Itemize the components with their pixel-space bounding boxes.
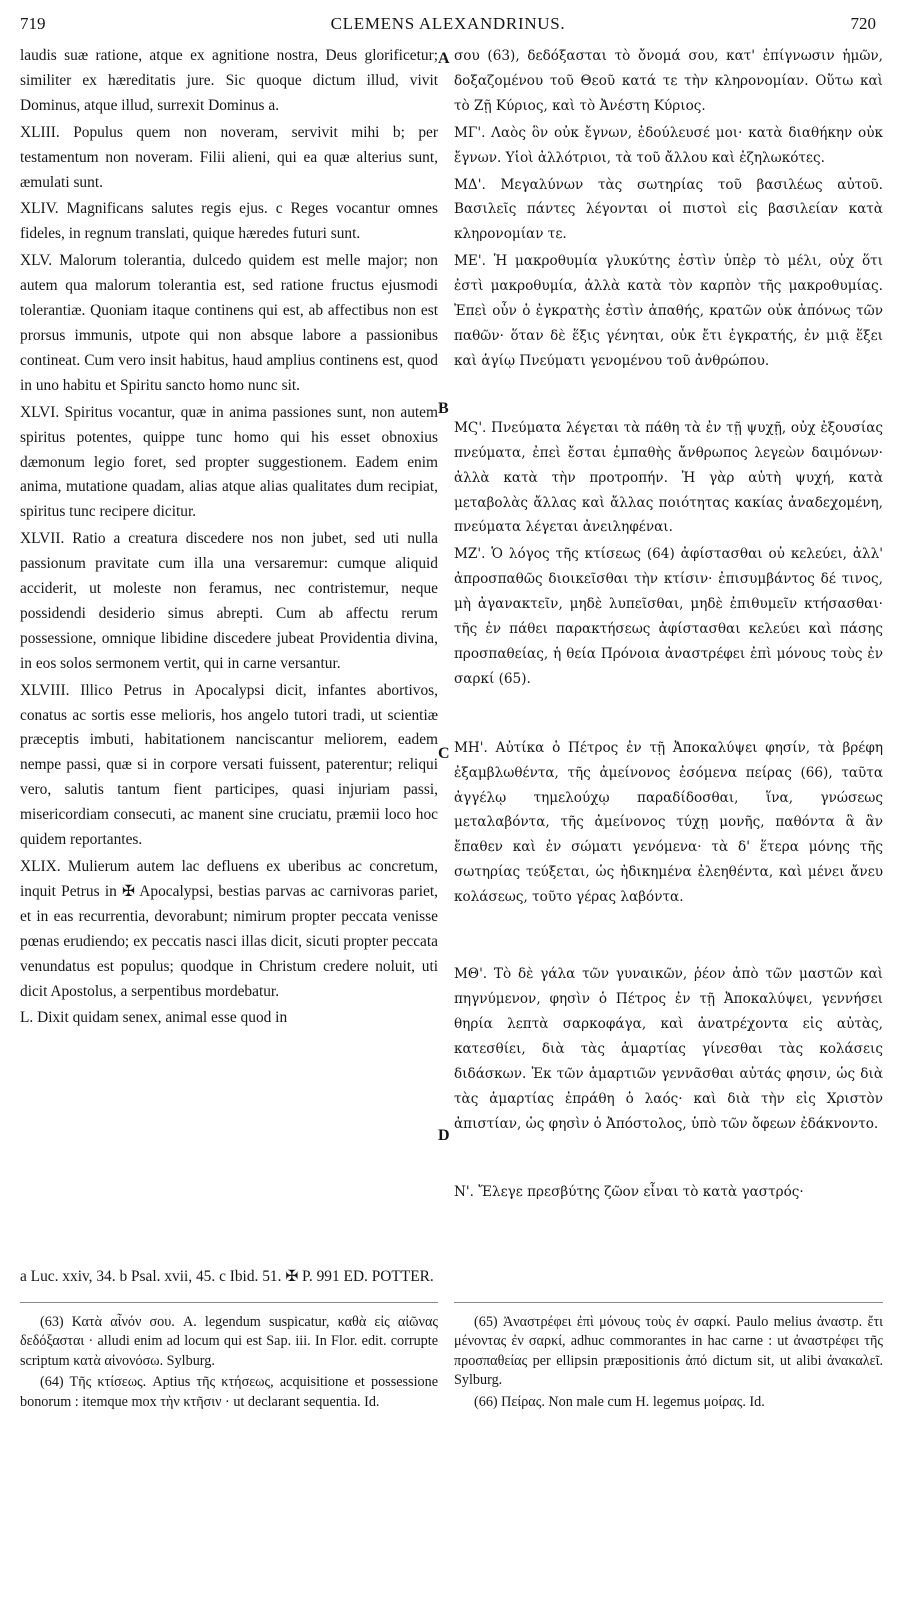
page-header (20, 14, 876, 38)
margin-marker-c: C (438, 745, 450, 762)
latin-paragraph: XLVII. Ratio a creatura discedere nos non jubet, sed uti nulla passionum pravitate cum illa una versaremur: cumque aliquid acciderit, ut moleste non feramus, nec contristemur, neque possidendi desiderio simus abrepti. Cum ab affectu rerum possessione, omnique libidine discedere jubeat Providentia divina, in eos solos sermonem vertit, qui in carne versantur. (20, 530, 438, 672)
latin-column (20, 44, 438, 1031)
margin-marker-b: B (438, 400, 449, 417)
greek-paragraph: ΜΕ'. Ἡ μακροθυμία γλυκύτης ἐστὶν ὑπὲρ τὸ μέλι, οὐχ ὅτι ἐστὶ μακροθυμία, ἀλλὰ κατὰ τὸν καρπὸν τῆς μακροθυμίας. Ἐπεὶ οὖν ὁ ἐγκρατὴς ἐστὶν ἀπαθής, κρατῶν οὐκ ἀπόνως τῶν παθῶν· ὅταν δὲ ἕξις γένηται, οὐκ ἔτι ἐγκρατής, ἐν μιᾷ ἕξει καὶ ἁγίῳ Πνεύματι γενομένου τοῦ ἀνθρώπου. (454, 253, 883, 369)
greek-paragraph: Ν'. Ἔλεγε πρεσβύτης ζῶον εἶναι τὸ κατὰ γαστρός· (454, 1184, 804, 1201)
page-number-right: 720 (850, 14, 876, 33)
greek-paragraph: ΜΘ'. Τὸ δὲ γάλα τῶν γυναικῶν, ῥέον ἀπὸ τῶν μαστῶν καὶ πηγνύμενον, φησὶν ὁ Πέτρος ἐν τῇ Ἀποκαλύψει, γεννήσει θηρία λεπτὰ σαρκοφάγα, καὶ ἀνατρέχοντα εἰς αὐτὰς, κατεσθίει, διὰ τὰς ἁμαρτίας γίνεσθαι τὰς κολάσεις διδάσκων. Ἐκ τῶν ἁμαρτιῶν γεννᾶσθαι αὐτάς φησιν, ὡς διὰ τὰς ἁμαρτίας ἐπράθη ὁ λαός· καὶ διὰ τὴν εἰς Χριστὸν ἀπιστίαν, ὡς φησὶν ὁ Ἀπόστολος, ὑπὸ τῶν ὄφεων ἐδάκνοντο. (454, 966, 883, 1132)
footnote: (65) Ἀναστρέφει ἐπὶ μόνους τοὺς ἐν σαρκί. Paulo melius ἀναστρ. ἔτι μένοντας ἐν σαρκί, adhuc commorantes in hac carne : ut ἀναστρέφει τῆς προσπαθείας per ellipsin præpositionis ἀπό dictum sit, ut alibi ἀνακαλεῖ. Sylburg. (454, 1314, 883, 1389)
latin-paragraph: XLV. Malorum tolerantia, dulcedo quidem est melle major; non autem qua malorum tolerantia est, sed ratione fructus ejusmodi tolerantiæ. Quoniam itaque continens qui est, ab affectibus non est prorsus immunis, utpote qui non absque labore a passionibus contineat. Cum vero insit habitus, haud amplius continens est, quod in uno habitu et Spiritu sancto homo nunc sit. (20, 252, 438, 394)
greek-paragraph: ΜϚ'. Πνεύματα λέγεται τὰ πάθη τὰ ἐν τῇ ψυχῇ, οὐχ ἐξουσίας πνεύματα, ἐπεὶ ἔσται ἐμπαθὴς ἄνθρωπος λεγεὼν δαιμόνων· ἀλλὰ κατὰ τὴν προτροπήν. Ἡ γὰρ αὐτὴ ψυχή, κατὰ μεταβολὰς ἄλλας καὶ ἄλλας ποιότητας κακίας ἀναδεχομένη, πνεύματα λέγεται ἀνειληφέναι. (454, 419, 883, 536)
latin-paragraph: XLIV. Magnificans salutes regis ejus. c Reges vocantur omnes fideles, in regnum translati, quique hæredes futuri sunt. (20, 200, 438, 243)
latin-paragraph: XLVI. Spiritus vocantur, quæ in anima passiones sunt, non autem spiritus potentes, quippe tunc homo qui his esset obnoxius dæmonum legio foret, sed propter suggestionem. Eadem enim anima, mutatione quadam, alias atque alias qualitates dum recipiat, spiritus tunc recipere dicitur. (20, 403, 438, 521)
footnote: (63) Κατὰ αἶνόν σου. A. legendum suspicatur, καθὰ εἰς αἰῶνας δεδόξασται · alludi enim ad locum qui est Sap. iii. In Flor. edit. corrupte scriptum κατὰ αἰνονόσω. Sylburg. (20, 1314, 438, 1369)
greek-column (454, 44, 883, 1205)
greek-paragraph: ΜΓ'. Λαὸς ὃν οὐκ ἔγνων, ἐδούλευσέ μοι· κατὰ διαθήκην οὐκ ἔγνων. Υἱοὶ ἀλλότριοι, τὰ τοῦ ἄλλου καὶ ἐζηλωκότες. (454, 124, 883, 166)
greek-paragraph: ΜΗ'. Αὐτίκα ὁ Πέτρος ἐν τῇ Ἀποκαλύψει φησίν, τὰ βρέφη ἐξαμβλωθέντα, τῆς ἀμείνονος ἐσόμενα πείρας (66), ταῦτα ἀγγέλῳ τημελούχῳ παραδίδοσθαι, ἵνα, γνώσεως μεταλαβόντα, τῆς ἀμείνονος τύχῃ μονῆς, παθόντα ἃ ἂν ἔπαθεν καὶ ἐν σώματι γενόμενα· τὰ δ' ἕτερα μόνης τῆς σωτηρίας τεύξεται, ὡς ἠδικημένα ἐλεηθέντα, καὶ μένει ἄνευ κολάσεως, τοῦτο γέρας λαβόντα. (454, 739, 883, 906)
footnotes-left (20, 1313, 438, 1414)
greek-paragraph: σου (63), δεδόξασται τὸ ὄνομά σου, κατ' ἐπίγνωσιν ἡμῶν, δοξαζομένου τοῦ Θεοῦ κατά τε τὴν κληρονομίαν. Οὕτω καὶ τὸ Ζῇ Κύριος, καὶ τὸ Ἀνέστη Κύριος. (454, 48, 883, 114)
notes-divider-right (454, 1302, 883, 1303)
margin-marker-d: D (438, 1127, 450, 1144)
footnotes-right (454, 1313, 883, 1414)
notes-divider-left (20, 1302, 438, 1303)
scripture-references: a Luc. xxiv, 34. b Psal. xvii, 45. c Ibid. 51. ✠ P. 991 ED. POTTER. (20, 1268, 434, 1285)
column-gap (454, 1136, 883, 1180)
footnote: (66) Πείρας. Non male cum H. legemus μοίρας. Id. (474, 1393, 765, 1410)
footnote: (64) Τῆς κτίσεως. Aptius τῆς κτήσεως, acquisitione et possessione bonorum : itemque mox τὴν κτῆσιν · ut declarant sequentia. Id. (20, 1374, 438, 1410)
page-number-left: 719 (20, 14, 46, 33)
latin-paragraph: XLVIII. Illico Petrus in Apocalypsi dicit, infantes abortivos, conatus ac sortis esse melioris, hos angelo tutori tradi, ut scientiæ præceptis imbuti, habitationem nanciscantur meliorem, eadem nempe passi, quæ si in corpore versati fuissent, paterentur; reliqui vero, salutis tantum fient participes, quasi injuriam passi, misericordiam consecuti, ac manent sine cruciatu, præmii loco hoc quidem reportantes. (20, 681, 438, 849)
margin-marker-a: A (438, 50, 450, 67)
column-gap (454, 374, 883, 416)
column-gap (454, 692, 883, 736)
latin-paragraph: laudis suæ ratione, atque ex agnitione nostra, Deus glorificetur; similiter ex hæreditatis jure. Sic quoque dictum illud, vivit Dominus, atque illud, surrexit Dominus a. (20, 47, 438, 114)
running-title: CLEMENS ALEXANDRINUS. (330, 14, 566, 33)
column-gap (454, 910, 883, 962)
greek-paragraph: ΜΖ'. Ὁ λόγος τῆς κτίσεως (64) ἀφίστασθαι οὐ κελεύει, ἀλλ' ἀπροσπαθῶς διοικεῖσθαι τὴν κτίσιν· ἐπισυμβάντος δέ τινος, μὴ ἀγανακτεῖν, μηδὲ λυπεῖσθαι, μηδὲ ἐπιθυμεῖν κτήσασθαι· τῆς ἐν πάθει παρακτήσεως ἀφίστασθαι κελεύει καὶ πάσης προσπαθείας, ἡ θεία Πρόνοια ἀναστρέφει ἐπὶ μόνους τοὺς ἐν σαρκί (65). (454, 546, 883, 687)
latin-paragraph: L. Dixit quidam senex, animal esse quod in (20, 1009, 288, 1027)
latin-paragraph: XLIII. Populus quem non noveram, servivit mihi b; per testamentum non noveram. Filii alieni, qui ea quæ alterius sunt, æmulati sunt. (20, 123, 438, 191)
latin-paragraph: XLIX. Mulierum autem lac defluens ex uberibus ac concretum, inquit Petrus in ✠ Apocalypsi, bestias parvas ac carnivoras pariet, et in eas recurrentia, devorabunt; nimirum propter peccata venisse pœnas erudiendo; ex peccatis nasci illas dicit, sicuti propter peccata venundatus est populus; quodque in Christum credere noluit, uti dicit Apostolus, a serpentibus mordebatur. (20, 858, 438, 1000)
greek-paragraph: ΜΔ'. Μεγαλύνων τὰς σωτηρίας τοῦ βασιλέως αὐτοῦ. Βασιλεῖς πάντες λέγονται οἱ πιστοὶ εἰς βασιλείαν κατὰ κληρονομίαν τε. (454, 176, 883, 243)
